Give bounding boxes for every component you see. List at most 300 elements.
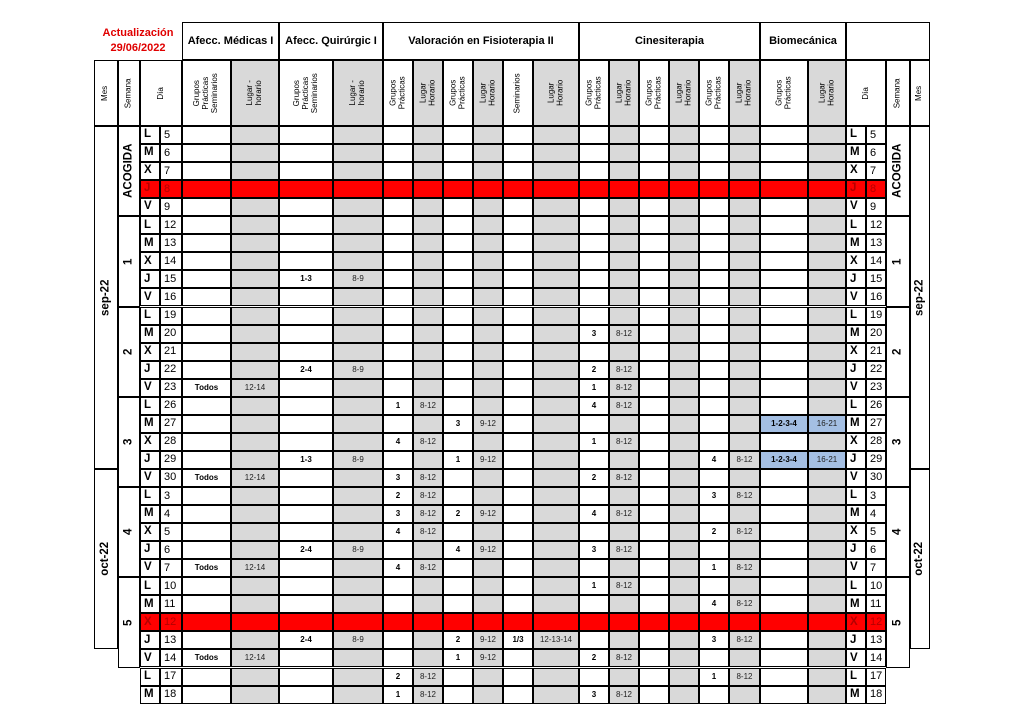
day-number-right [866,379,886,397]
schedule-cell [231,252,279,270]
month-left-1-text: oct-22 [99,542,112,577]
schedule-cell [333,379,383,397]
schedule-cell [383,343,413,361]
schedule-cell [579,469,609,487]
schedule-cell [333,397,383,415]
week-right-5-text: 5 [891,619,904,626]
day-number-left-text: 13 [164,236,177,249]
day-number-left-text: 28 [164,435,177,448]
schedule-cell [639,613,669,631]
schedule-cell [533,487,579,505]
schedule-cell-text: 4 [395,436,401,446]
schedule-cell [609,288,639,306]
schedule-cell [231,523,279,541]
day-number-left [160,613,182,631]
schedule-cell [729,343,760,361]
day-letter-right-text: L [850,669,858,682]
schedule-cell [333,487,383,505]
schedule-cell [609,397,639,415]
day-number-left-text: 9 [164,200,171,213]
schedule-cell [279,144,333,162]
schedule-cell-text: 12-14 [244,563,266,573]
schedule-cell [443,216,473,234]
schedule-cell [609,433,639,451]
schedule-cell [729,397,760,415]
schedule-cell [699,433,729,451]
day-letter-right [846,325,866,343]
schedule-cell [182,126,231,144]
schedule-cell-text: 9-12 [479,653,496,663]
schedule-cell-text: 1-3 [300,454,312,464]
schedule-cell [473,234,503,252]
day-letter-left-text: M [144,507,154,520]
schedule-cell [473,325,503,343]
schedule-cell [669,379,699,397]
day-letter-right [846,577,866,595]
day-number-right-text: 19 [870,309,883,322]
day-letter-right-text: X [850,164,858,177]
schedule-cell [533,144,579,162]
schedule-cell [413,668,443,686]
schedule-cell-text: 8-12 [615,653,632,663]
schedule-cell [473,469,503,487]
update-wrap [103,26,174,56]
schedule-cell [279,577,333,595]
day-letter-right-text: M [850,687,860,700]
week-left-0 [118,126,140,216]
schedule-cell [533,361,579,379]
schedule-cell [609,505,639,523]
schedule-cell-text: 8-12 [736,599,753,609]
schedule-cell [669,505,699,523]
day-number-right [866,198,886,216]
day-letter-right-text: L [850,489,858,502]
subject-header-4 [760,22,846,60]
schedule-cell-text: 1-2-3-4 [771,418,797,428]
schedule-cell [413,451,443,469]
schedule-cell [699,234,729,252]
day-letter-left-text: V [144,200,152,213]
schedule-cell [609,451,639,469]
schedule-cell [383,686,413,704]
day-number-left-text: 17 [164,670,177,683]
schedule-cell [579,180,609,198]
schedule-cell [231,307,279,325]
schedule-cell [699,361,729,379]
week-right-3-text: 3 [891,438,904,446]
schedule-cell [699,541,729,559]
schedule-cell [182,415,231,433]
schedule-cell [443,523,473,541]
schedule-cell [182,397,231,415]
schedule-cell [760,686,808,704]
schedule-cell [533,433,579,451]
column-header-seminarios-11-text: Seminarios [512,72,522,113]
day-number-left [160,288,182,306]
schedule-cell [699,325,729,343]
day-letter-left-text: X [144,254,152,267]
schedule-cell [669,252,699,270]
day-letter-right-text: V [850,200,858,213]
column-header-lugar-horario-8 [413,60,443,126]
day-number-left [160,668,182,686]
schedule-cell [503,361,533,379]
schedule-cell [579,379,609,397]
schedule-cell [443,469,473,487]
column-header-grupos-practicas-15 [639,60,669,126]
schedule-cell-text: 16-21 [816,454,838,464]
schedule-cell [333,270,383,288]
day-letter-left-text: M [144,597,154,610]
day-letter-left [140,523,160,541]
day-letter-left [140,325,160,343]
schedule-cell [533,252,579,270]
schedule-cell-text: 8-12 [736,454,753,464]
day-number-left [160,469,182,487]
schedule-cell [699,379,729,397]
schedule-cell [699,415,729,433]
schedule-cell [579,126,609,144]
column-header-lugar-horario-guion-6-text: Lugar - horario [348,80,366,106]
schedule-cell [729,126,760,144]
schedule-cell [808,559,846,577]
schedule-cell [333,523,383,541]
schedule-cell [413,559,443,577]
schedule-cell [182,343,231,361]
schedule-cell [443,162,473,180]
column-header-mes-0-text: Mes [100,85,110,101]
schedule-cell [503,126,533,144]
schedule-cell [699,613,729,631]
column-header-lugar-horario-18-text: Lugar Horario [734,79,753,107]
schedule-cell [729,361,760,379]
schedule-cell [639,325,669,343]
column-header-dia-2-text: Día [155,86,165,100]
schedule-cell [579,668,609,686]
schedule-cell-text: Todos [194,382,219,392]
schedule-cell [729,162,760,180]
day-number-right [866,613,886,631]
day-letter-right [846,270,866,288]
schedule-cell-text: 8-9 [352,364,364,374]
day-letter-left-text: X [144,615,152,628]
schedule-cell [639,577,669,595]
schedule-cell [760,307,808,325]
schedule-cell-text: 8-12 [615,581,632,591]
schedule-cell [333,343,383,361]
schedule-cell [533,631,579,649]
schedule-cell [609,216,639,234]
week-right-4-text: 4 [891,528,904,536]
schedule-cell [231,505,279,523]
schedule-cell [760,649,808,667]
schedule-cell [443,559,473,577]
day-number-right-text: 16 [870,290,883,303]
schedule-cell [760,379,808,397]
schedule-cell [729,252,760,270]
day-letter-right [846,523,866,541]
day-number-right [866,343,886,361]
schedule-cell [609,559,639,577]
schedule-cell [609,487,639,505]
schedule-cell-text: 9-12 [479,545,496,555]
month-right-1-text: oct-22 [913,542,926,577]
schedule-cell [639,144,669,162]
schedule-cell [473,577,503,595]
day-letter-left-text: L [144,669,152,682]
schedule-cell [443,613,473,631]
schedule-cell [503,686,533,704]
schedule-cell [443,270,473,288]
day-letter-left [140,144,160,162]
day-number-left [160,523,182,541]
schedule-cell [760,162,808,180]
schedule-cell [609,126,639,144]
schedule-cell [279,487,333,505]
schedule-cell [609,631,639,649]
schedule-cell [579,523,609,541]
schedule-cell [503,433,533,451]
schedule-cell-text: 1-3 [300,274,312,284]
schedule-cell [413,577,443,595]
schedule-cell-text: 9-12 [479,418,496,428]
schedule-cell [443,577,473,595]
schedule-cell [808,686,846,704]
schedule-cell [413,325,443,343]
schedule-cell [383,487,413,505]
schedule-cell [503,144,533,162]
day-number-right [866,415,886,433]
day-letter-left-text: X [144,164,152,177]
schedule-cell [231,361,279,379]
schedule-cell [231,162,279,180]
day-number-right [866,325,886,343]
subject-header-0 [182,22,279,60]
schedule-cell [231,180,279,198]
schedule-cell [333,307,383,325]
schedule-cell [443,288,473,306]
schedule-cell [413,144,443,162]
day-letter-right-text: M [850,417,860,430]
schedule-cell [669,325,699,343]
day-number-right-text: 27 [870,417,883,430]
schedule-cell-text: 8-12 [615,545,632,555]
schedule-cell [760,541,808,559]
schedule-cell [279,180,333,198]
schedule-cell [699,397,729,415]
schedule-cell [729,668,760,686]
schedule-cell [699,270,729,288]
schedule-cell [699,505,729,523]
schedule-cell [808,595,846,613]
subject-header-1-text: Afecc. Quirúrgic I [285,34,377,47]
day-letter-right [846,469,866,487]
schedule-cell-text: 2-4 [300,364,312,374]
schedule-cell [231,144,279,162]
day-letter-right-text: V [850,380,858,393]
day-number-left-text: 19 [164,309,177,322]
schedule-cell [182,216,231,234]
schedule-cell [808,198,846,216]
schedule-cell [473,361,503,379]
schedule-cell [231,325,279,343]
schedule-cell [808,469,846,487]
schedule-cell [231,613,279,631]
schedule-cell [533,307,579,325]
schedule-cell [639,451,669,469]
schedule-cell [579,198,609,216]
schedule-cell [503,649,533,667]
day-letter-right-text: J [850,272,857,285]
schedule-cell [729,541,760,559]
day-letter-right-text: X [850,435,858,448]
day-number-left-text: 12 [164,615,177,628]
day-number-right [866,126,886,144]
schedule-cell [383,577,413,595]
schedule-cell [473,397,503,415]
schedule-cell-text: 4 [711,454,717,464]
day-letter-left [140,288,160,306]
schedule-cell-text: 4 [591,509,597,519]
schedule-cell [413,270,443,288]
schedule-cell [279,162,333,180]
schedule-cell [533,198,579,216]
schedule-cell [231,686,279,704]
day-number-left [160,631,182,649]
schedule-cell [729,595,760,613]
column-header-grupos-practicas-13-text: Grupos Prácticas [584,76,602,110]
day-number-right [866,451,886,469]
schedule-cell-text: 12-14 [244,653,266,663]
column-header-seminarios-11 [503,60,533,126]
schedule-cell [182,252,231,270]
schedule-cell [639,234,669,252]
schedule-cell [579,415,609,433]
schedule-cell [443,343,473,361]
schedule-cell [383,198,413,216]
day-number-left [160,216,182,234]
schedule-cell [579,361,609,379]
day-number-right [866,361,886,379]
schedule-cell [333,686,383,704]
schedule-cell [182,631,231,649]
schedule-cell [533,379,579,397]
schedule-cell [503,505,533,523]
day-number-left-text: 7 [164,164,171,177]
schedule-cell [279,216,333,234]
schedule-cell-text: 12-14 [244,472,266,482]
day-letter-right [846,505,866,523]
day-number-left [160,649,182,667]
schedule-cell [473,379,503,397]
schedule-cell-text: 8-12 [615,328,632,338]
day-letter-right [846,415,866,433]
schedule-cell [808,451,846,469]
schedule-cell [669,234,699,252]
schedule-cell [669,523,699,541]
schedule-cell [699,343,729,361]
column-header-grupos-practicas-13 [579,60,609,126]
schedule-cell [413,180,443,198]
day-number-left-text: 26 [164,399,177,412]
schedule-cell [729,234,760,252]
day-number-left-text: 30 [164,471,177,484]
subject-header-3-text: Cinesiterapia [634,34,705,47]
day-number-left-text: 12 [164,218,177,231]
schedule-cell [503,668,533,686]
day-letter-right [846,162,866,180]
day-number-right-text: 29 [870,453,883,466]
schedule-cell [231,541,279,559]
schedule-cell [231,595,279,613]
day-number-right [866,216,886,234]
column-header-grupos-practicas-19 [760,60,808,126]
day-letter-right [846,541,866,559]
schedule-cell-text: 8-9 [352,635,364,645]
schedule-cell [182,361,231,379]
column-header-lugar-horario-16 [669,60,699,126]
schedule-cell-text: 8-12 [419,671,436,681]
schedule-cell [699,487,729,505]
schedule-cell [182,180,231,198]
day-number-right-text: 11 [870,597,882,610]
schedule-cell [579,505,609,523]
schedule-cell [413,686,443,704]
schedule-cell-text: 8-12 [736,491,753,501]
schedule-cell [760,577,808,595]
day-number-right-text: 12 [870,218,883,231]
schedule-cell [383,252,413,270]
schedule-cell [533,505,579,523]
schedule-cell [413,216,443,234]
subject-header-1 [279,22,383,60]
schedule-cell [699,668,729,686]
schedule-cell [579,162,609,180]
schedule-cell [639,198,669,216]
schedule-cell-text: 8-12 [419,400,436,410]
column-header-lugar-horario-guion-4 [231,60,279,126]
day-number-right [866,577,886,595]
schedule-cell-text: 4 [591,400,597,410]
day-letter-left [140,415,160,433]
schedule-cell [639,379,669,397]
schedule-cell [760,487,808,505]
day-number-left [160,144,182,162]
day-letter-left-text: L [144,579,152,592]
schedule-cell [279,234,333,252]
day-number-right-text: 6 [870,146,877,159]
day-letter-left [140,234,160,252]
schedule-cell [279,451,333,469]
day-letter-left-text: X [144,525,152,538]
schedule-cell [669,415,699,433]
day-letter-left [140,126,160,144]
schedule-cell-text: 3 [711,635,717,645]
schedule-cell [609,613,639,631]
schedule-cell [669,397,699,415]
schedule-cell [413,162,443,180]
column-header-lugar-horario-16-text: Lugar Horario [674,79,692,107]
column-header-grupos-practicas-7 [383,60,413,126]
day-letter-left [140,270,160,288]
day-number-left-text: 20 [164,327,177,340]
schedule-cell [503,162,533,180]
schedule-cell [443,487,473,505]
schedule-cell [413,631,443,649]
schedule-cell [333,668,383,686]
day-number-left [160,234,182,252]
schedule-cell [443,379,473,397]
